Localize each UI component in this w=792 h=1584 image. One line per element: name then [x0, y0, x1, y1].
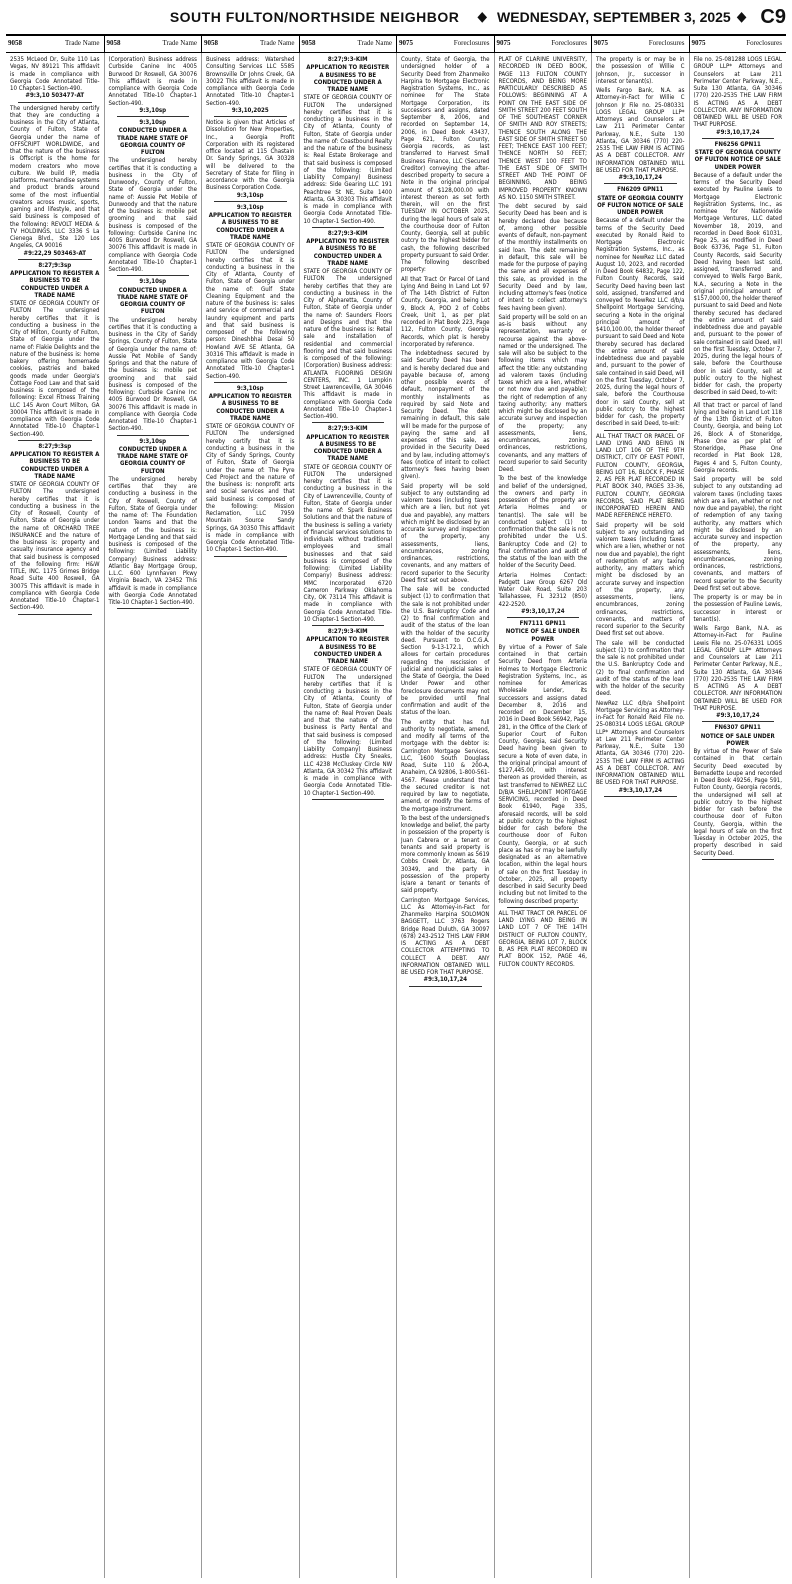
notice-body: Wells Fargo Bank, N.A. as Attorney-in-Fact for Pauline Lewis File no. 25-076331 LOGS LEGAL GROUP LLP* Attorneys and Counselors at Law 211 Perimeter Center Parkway, N.E., Suite 130 Atlanta, GA 30346 (770) 220-2535 THE LAW FIRM IS ACTING AS A DEBT COLLECTOR. ANY INFORMATION OBTAINED WILL BE USED FOR THAT PURPOSE.: [693, 625, 782, 712]
notice-divider: [312, 422, 385, 423]
notice-body: STATE OF GEORGIA COUNTY OF FULTON The undersigned hereby certify that it is conducting a business in the City of Sandy Springs, County of Fulton, State of Georgia under the name of: The Pyre Ced Project and the nature of the business is: nonprofit arts and social services and that said business is composed of the following: Mission Reclamation, LLC 7959 Mountain Source Sandy Springs, GA 30350 This affidavit is made in compliance with Georgia Code Annotated Title-10 Chapter-1 Section-490.: [206, 423, 295, 554]
legal-notice: [596, 522, 685, 638]
legal-notice: [401, 56, 490, 274]
notice-divider: [312, 625, 385, 626]
legal-notice: [694, 141, 783, 400]
notice-divider: [604, 183, 677, 184]
legal-notice: [10, 105, 100, 260]
notice-divider: [18, 440, 92, 441]
notice-heading: APPLICATION TO REGISTER A BUSINESS TO BE CONDUCTED UNDER A TRADE NAME: [10, 451, 100, 480]
notice-id: FN6209 GPN11: [617, 186, 664, 194]
notice-body: ALL THAT TRACT OR PARCEL OF LAND LYING AND BEING IN LAND LOT 7 OF THE 14TH DISTRICT OF FULTON COUNTY, GEORGIA, BEING LOT 7, BLOCK B, AS PER PLAT RECORDED IN PLAT BOOK 152, PAGE 46, FULTON COUNTY RECORDS.: [498, 909, 587, 968]
notice-id: #9:3,10,17,24: [520, 607, 565, 615]
notice-heading: APPLICATION TO REGISTER A BUSINESS TO BE CONDUCTED UNDER A TRADE NAME: [306, 238, 390, 267]
notice-body: The undersigned hereby certifies that they are conducting a business in the City of Roswell, County of Fulton, State of Georgia under the name of: The Foundation London Teams and that the nature of the business is: Mortgage Lending and that said business is composed of the following: (Limited Liability Company) Business address: Atlantic Bay Mortgage Group, L.L.C. 600 Lynnhaven Pkwy Virginia Beach, VA 23452 This affidavit is made in compliance with Georgia Code Annotated Title-10 Chapter-1 Section-490.: [108, 475, 197, 606]
legal-notice: [596, 700, 685, 797]
notice-body: PLAT OF CLARINE UNIVERSITY, RECORDED IN DEED BOOK, PAGE 113 FULTON COUNTY RECORDS, AND BEING MORE PARTICULARLY DESCRIBED AS FOLLOWS: BEGINNING AT A POINT ON THE EAST SIDE OF SMITH STREET 200 FEET SOUTH OF THE SOUTHEAST CORNER OF SMITH AND ROY STREETS; THENCE SOUTH ALONG THE EAST SIDE OF SMITH STREET 50 FEET; THENCE EAST 100 FEET; THENCE NORTH 50 FEET; THENCE WEST 100 FEET TO THE EAST SIDE OF SMITH STREET AND THE POINT OF BEGINNING, AND BEING IMPROVED PROPERTY KNOWN AS NO. 1150 SMITH STREET.: [498, 56, 587, 201]
notice-body: The entity that has full authority to negotiate, amend, and modify all terms of the mortgage with the debtor is: Carrington Mortgage Services, LLC, 1600 South Douglass Road, Suite 110 & 200-A, Anaheim, CA 92806, 1-800-561-4567. Please understand that the secured creditor is not required by law to negotiate, amend, or modify the terms of the mortgage instrument.: [401, 718, 490, 813]
notice-body: The sale will be conducted subject (1) to confirmation that the sale is not prohibited under the U.S. Bankruptcy Code and (2) to final confirmation and audit of the status of the loan with the holder of the security deed.: [596, 639, 685, 698]
notice-heading: CONDUCTED UNDER A TRADE NAME STATE OF GEORGIA COUNTY OF FULTON: [117, 286, 189, 316]
category-name: Foreclosures: [551, 39, 587, 47]
notice-body: The undersigned hereby certify that they are conducting a business in the City of Atlanta, County of Fulton, State of Georgia under the name of OFFSCRIPT WORLDWIDE, and that the nature of the business is Offscript is the home for modern creators who move culture. We build IP, media platforms, merchandise systems and product brands around some of the most influential creators across music, sports, gaming and lifestyle, and that said business is composed of the following: REVOLT MEDIA & TV HOLDINGS, LLC 3336 S La Cienega Blvd., Ste 120 Los Angeles, CA 90016: [10, 104, 100, 250]
notice-divider: [214, 556, 287, 557]
notice-id: 9:3,10sp: [139, 437, 167, 445]
legal-notice: [206, 56, 295, 117]
classified-column: [689, 53, 787, 1578]
notice-divider: [604, 796, 677, 797]
legal-notice: [401, 276, 490, 349]
notice-id: 8:27;9:3sp: [38, 442, 72, 450]
legal-notice: [206, 204, 295, 383]
notice-body: Said property will be sold subject to any outstanding ad valorem taxes (including taxes which are a lien, but not yet due and payable), any matters which might be disclosed by an accurate survey and inspection of the property, any assessments, liens, encumbrances, zoning ordinances, restrictions, covenants, and any matters of record superior to the Security Deed first set out above.: [401, 482, 490, 584]
legal-notice: [10, 443, 100, 615]
notice-heading: NOTICE OF SALE UNDER POWER: [505, 628, 580, 643]
legal-notice: [206, 385, 295, 557]
legal-notice: [401, 586, 490, 717]
legal-notice: [304, 425, 393, 626]
legal-notice: [401, 483, 490, 585]
legal-notice: [304, 56, 393, 228]
legal-notice: [10, 262, 100, 441]
category-name: Trade Name: [162, 39, 197, 47]
legal-notice: [596, 186, 685, 430]
notice-divider: [702, 721, 775, 722]
notice-divider: [604, 430, 677, 431]
legal-notice: [596, 56, 685, 85]
notice-body: ALL THAT TRACT OR PARCEL OF LAND LYING AND BEING IN LAND LOT 106 OF THE 9TH DISTRICT, CITY OF EAST POINT, FULTON COUNTY, GEORGIA, BEING LOT 16, BLOCK F, PHASE 2, AS PER PLAT RECORDED IN PLAT BOOK 340, PAGES 33-36, FULTON COUNTY, GEORGIA RECORDS, SAID PLAT BEING INCORPORATED HEREIN AND MADE REFERENCE HERETO.: [596, 432, 685, 520]
category-header-row: [6, 36, 786, 53]
classified-column: [104, 53, 202, 1578]
notice-id: 9:3,10,2025: [231, 106, 269, 114]
notice-heading: APPLICATION TO REGISTER A BUSINESS TO BE CONDUCTED UNDER A TRADE NAME: [208, 212, 292, 241]
category-name: Foreclosures: [746, 39, 782, 47]
notice-body: STATE OF GEORGIA COUNTY OF FULTON The undersigned hereby certifies that it is conducting a business in the City of Atlanta, County of Fulton, State of Georgia under the name of: Real Proven Deals and that the nature of the business is Party Rental and that said business is composed of the following: (Limited Liability Company) Business address: Hustle City Sneaks, LLC 4238 McCluskey Circle NW Atlanta, GA 30342 This affidavit is made in compliance with Georgia Code Annotated Title-10 Chapter-1 Section-490.: [303, 666, 392, 797]
notice-body: All that tract or parcel of land lying and being in Land Lot 118 of the 13th District of Fulton County, Georgia, and being Lot 26, Block A of Stoneridge, Phase One as per plat of Stoneridge, Phase One recorded in Plat Book 128, Pages 4 and 5, Fulton County, Georgia records.: [693, 401, 782, 474]
notice-body: (Corporation) Business address Curbside Canine Inc 4005 Burwood Dr Roswell, GA 30076 This affidavit is made in compliance with Georgia Code Annotated Title-10 Chapter-1 Section-490.: [108, 56, 197, 107]
category-number: 9075: [691, 39, 706, 47]
notice-id: #9:3,10 503477-AT: [25, 92, 85, 100]
legal-notice: [304, 230, 393, 424]
notice-body: County, State of Georgia, the undersigned holder of a Security Deed from Zhanmeiko Harpina to Mortgage Electronic Registration Systems, Inc., as nominee for The State Mortgage Corporation, its successors and assigns, dated September 8, 2006, and recorded on September 14, 2006, in Deed Book 43437, Page 621, Fulton County, Georgia records, as last transferred to Harvest Small Business Finance, LLC (Secured Creditor) conveying the after-described property to secure a Note in the original principal amount of $128,000.00 with interest thereon as set forth therein, will on the first TUESDAY IN OCTOBER 2025, during the legal hours of sale at the courthouse door of Fulton County, Georgia, sell at public outcry to the highest bidder for cash, the following described property pursuant to said Order. The following described property:: [401, 56, 490, 274]
notice-divider: [214, 116, 287, 117]
legal-notice: [499, 314, 588, 474]
notice-id: 9:3,10sp: [236, 203, 264, 211]
notice-divider: [409, 986, 482, 987]
legal-notice: [401, 897, 490, 987]
legal-notice: [694, 724, 783, 860]
notice-id: #9:22,29 503463-AT: [23, 249, 87, 257]
legal-notice: [401, 350, 490, 481]
notice-body: The sale will be conducted subject (1) to confirmation that the sale is not prohibited under the U.S. Bankruptcy Code and (2) to final confirmation and audit of the status of the loan with the holder of the security deed. Pursuant to O.C.G.A. Section 9-13-172.1, which allows for certain procedures regarding the rescission of judicial and nonjudicial sales in the State of Georgia, the Deed Under Power and other foreclosure documents may not be provided until final confirmation and audit of the status of the loan.: [401, 586, 490, 717]
legal-notice: [10, 56, 100, 103]
notice-divider: [18, 614, 92, 615]
legal-notice: [694, 476, 783, 592]
legal-notice: [694, 402, 783, 475]
notice-id: 8:27;9:3-KIM: [327, 628, 368, 635]
page-number: C9: [760, 5, 786, 28]
notice-id: 9:3,10sp: [236, 191, 264, 199]
legal-notice: [109, 438, 198, 610]
notice-divider: [117, 435, 190, 436]
notice-divider: [312, 799, 385, 800]
classified-column: [201, 53, 299, 1578]
notice-body: The undersigned hereby certifies that it is conducting a business in the City of Sandy Springs, County of Fulton, State of Georgia under the name of: Aussie Pet Mobile of Sandy Springs and that the nature of the business is: mobile pet grooming and that said business is composed of the following: Curbside Canine Inc 4005 Burwood Dr Roswell, GA 30076 This affidavit is made in compliance with Georgia Code Annotated Title-10 Chapter-1 Section-490.: [108, 316, 197, 433]
notice-id: 9:3,10sp: [236, 384, 264, 392]
notice-heading: APPLICATION TO REGISTER A BUSINESS TO BE CONDUCTED UNDER A TRADE NAME: [10, 270, 100, 299]
notice-heading: STATE OF GEORGIA COUNTY OF FULTON NOTICE OF SALE UNDER POWER: [597, 194, 684, 216]
category-number: 9058: [8, 39, 22, 47]
notice-body: 2535 McLeod Dr, Suite 110 Las Vegas, NV 89121 This affidavit is made in compliance with Georgia Code Annotated Title-10 Chapter-1 Section-490.: [10, 56, 100, 92]
notice-id: #9:3,10,17,24: [618, 786, 663, 794]
notice-body: Said property will be sold subject to any outstanding ad valorem taxes (including taxes which are a lien, whether or not now due and payable), the right of redemption of any taxing authority, any matters which might be disclosed by an accurate survey and inspection of the property, any assessments, liens, encumbrances, zoning ordinances, restrictions, covenants, and matters of record superior to the Security Deed first set out above.: [693, 476, 782, 592]
notice-divider: [18, 102, 92, 103]
notice-id: 8:27;9:3-KIM: [327, 425, 368, 433]
notice-body: The undersigned hereby certifies that it is conducting a business in the City of Dunwoody, County of Fulton, State of Georgia under the name of: Aussie Pet Mobile of Dunwoody and that the nature of the business is: mobile pet grooming and that said business is composed of the following: Curbside Canine Inc 4005 Burwood Dr Roswell, GA 30076 This affidavit is made in compliance with Georgia Code Annotated Title-10 Chapter-1 Section-490.: [108, 157, 197, 273]
masthead: [6, 0, 786, 36]
category-name: Trade Name: [64, 39, 100, 47]
notice-heading: STATE OF GEORGIA COUNTY OF FULTON NOTICE OF SALE UNDER POWER: [694, 149, 781, 171]
notice-id: #9:3,10,17,24: [618, 174, 663, 181]
notice-body: STATE OF GEORGIA COUNTY OF FULTON The undersigned hereby certifies that they are conducting a business in the City of Alpharetta, County of Fulton, State of Georgia under the name of: Saunders Floors and Designs and that the nature of the business is: Retail sale and installation of residential and commercial flooring and that said business is composed of the following: (Corporation) Business address: ATLANTA FLOORING DESIGN CENTERS, INC. 1 Lumpkin Street Lawrenceville, GA 30046 This affidavit is made in compliance with Georgia Code Annotated Title-10 Chapter-1 Section-490.: [303, 268, 392, 420]
legal-notice: [499, 572, 588, 619]
notice-body: STATE OF GEORGIA COUNTY OF FULTON The undersigned hereby certifies that it is conducting a business in the City of Roswell, County of Fulton, State of Georgia under the name of: ORCHARD TREE INSURANCE and the nature of the business is: property and casualty insurance agency and that said business is composed of the following firm: H&W TITLE, INC. 1175 Grimes Bridge Road Suite 400 Roswell, GA 30075 This affidavit is made in compliance with Georgia Code Annotated Title-10 Chapter-1 Section-490.: [10, 481, 100, 612]
classifieds-columns: [6, 53, 786, 1578]
notice-body: All that Tract Or Parcel Of Land Lying And Being In Land Lot 97 of The 14th District of Fulton County, Georgia, and being Lot 9, Block A, POD 2 of Cobbs Creek, Unit 1, as per plat recorded in Plat Book 223, Page 112, Fulton County, Georgia Records, which plat is hereby incorporated by reference.: [401, 275, 490, 348]
notice-id: FN7111 GPN11: [519, 620, 566, 627]
notice-id: #9:3,10,17,24: [715, 128, 760, 136]
notice-id: #9:3,10,17,24: [715, 712, 760, 719]
notice-body: File no. 25-081288 LOGS LEGAL GROUP LLP* Attorneys and Counselors at Law 211 Perimeter Center Parkway, N.E., Suite 130 Atlanta, GA 30346 (770) 220-2535 THE LAW FIRM IS ACTING AS A DEBT COLLECTOR. ANY INFORMATION OBTAINED WILL BE USED FOR THAT PURPOSE.: [693, 56, 782, 129]
legal-notice: [499, 56, 588, 201]
classified-column: [591, 53, 689, 1578]
legal-notice: [694, 56, 783, 139]
notice-body: By virtue of a Power of Sale contained in that certain Security Deed from Arteria Holmes to Mortgage Electronic Registration Systems, Inc., as nominee for Americas Wholesale Lender, its successors and assigns dated December 8, 2016 and recorded on December 15, 2016 in Deed Book 56942, Page 281, in the Office of the Clerk of Superior Court of Fulton County, Georgia, said Security Deed having been given to secure a Note of even date, in the original principal amount of $127,445.00, with interest thereon as provided therein, as last transferred to NEWREZ LLC D/B/A SHELLPOINT MORTGAGE SERVICING, recorded in Deed Book 61940, Page 335, aforesaid records, will be sold at public outcry to the highest bidder for cash before the courthouse door of Fulton County, Georgia, or at such place as has or may be lawfully designated as an alternative location, within the legal hours of sale on the first Tuesday in October, 2025, all property described in said Security Deed including but not limited to the following described property:: [498, 643, 587, 905]
notice-divider: [702, 138, 775, 139]
bullet-icon: ◆: [477, 9, 488, 25]
notice-heading: APPLICATION TO REGISTER A BUSINESS TO BE CONDUCTED UNDER A TRADE NAME: [306, 636, 390, 665]
issue-date: WEDNESDAY, SEPTEMBER 3, 2025: [497, 9, 731, 25]
category-number: 9075: [496, 39, 511, 47]
legal-notice: [499, 203, 588, 312]
category-header: [591, 36, 689, 52]
classified-column: [494, 53, 592, 1578]
notice-body: STATE OF GEORGIA COUNTY OF FULTON The undersigned hereby certifies that it is conducting a business in the City of Lawrenceville, County of Fulton, State of Georgia under the name of: Spark Business Solutions and that the nature of the business is selling a variety of financial services solutions to individuals without traditional employees and small businesses and that said business is composed of the following: (Limited Liability Company) Business address: MMC Incorporated 6720 Cameron Parkway Oklahoma City, OK 73114 This affidavit is made in compliance with Georgia Code Annotated Title-10 Chapter-1 Section-490.: [303, 463, 392, 623]
category-name: Trade Name: [357, 39, 392, 47]
notice-divider: [214, 382, 287, 383]
category-number: 9058: [204, 39, 218, 47]
category-name: Trade Name: [259, 39, 295, 47]
classified-column: [299, 53, 397, 1578]
notice-body: To the best of the undersigned's knowledge and belief, the party in possession of the property is Juan Cabrera or a tenant or tenants and said property is more commonly known as 5619 Cobbs Creek Dr, Atlanta, GA 30349, and the party in possession of the property is/are a tenant or tenants of said property.: [401, 814, 490, 895]
notice-id: FN6307 GPN11: [714, 724, 761, 732]
notice-id: 8:27;9:3sp: [38, 261, 72, 269]
category-header: [689, 36, 787, 52]
category-number: 9058: [301, 39, 316, 47]
notice-divider: [702, 859, 775, 860]
notice-divider: [507, 617, 580, 618]
notice-id: 9:3,10sp: [139, 119, 167, 126]
notice-id: #9:3,10,17,24: [423, 976, 468, 984]
notice-body: The debt secured by said Security Deed has been and is hereby declared due because of, among other possible events of default, non-payment of the monthly installments on said loan. The debt remaining in default, this sale will be made for the purpose of paying the same and all expenses of this sale, as provided in the Security Deed and by law, including attorney's fees (notice of intent to collect attorney's fees having been given).: [498, 203, 587, 312]
notice-body: Notice is given that Articles of Dissolution for New Properties, Inc., a Georgia Profit Corporation with its registered office located at 115 Chastain Dr. Sandy Springs, GA 30328 will be delivered to the Secretary of State for filing in accordance with the Georgia Business Corporation Code.: [206, 119, 295, 192]
notice-divider: [312, 227, 385, 228]
notice-body: STATE OF GEORGIA COUNTY OF FULTON The undersigned hereby certifies that it is conducting a business in the City of Milton, County of Fulton, State of Georgia under the name of: Flakie Delights and the nature of the business is: home bakery offering homemade cookies, pastries and baked goods made under Georgia's Cottage Food Law and that said business is composed of the following: Excel Fitness Training LLC 145 Avon Court Milton, GA 30004 This affidavit is made in compliance with Georgia Code Annotated Title-10 Chapter-1 Section-490.: [10, 300, 100, 438]
category-name: Foreclosures: [648, 39, 685, 47]
legal-notice: [596, 640, 685, 698]
notice-body: Because of a default under the terms of the Security Deed executed by Pauline Lewis to Mortgage Electronic Registration Systems, Inc., as nominee for Nationwide Mortgage Ventures, LLC dated November 18, 2019, and recorded in Deed Book 61031, Page 25, as modified in Deed Book 63736, Page 51, Fulton County Records, said Security Deed having been last sold, assigned, transferred and conveyed to Wells Fargo Bank, N.A., securing a Note in the original principal amount of $157,000.00, the holder thereof pursuant to said Deed and Note thereby secured has declared the entire amount of said indebtedness due and payable and, pursuant to the power of sale contained in said Deed, will on the first Tuesday, October 7, 2025, during the legal hours of sale, before the Courthouse door in said County, sell at public outcry to the highest bidder for cash, the property described in said Deed, to-wit:: [693, 171, 782, 397]
notice-body: Arteria Holmes Contact: Padgett Law Group 6267 Old Water Oak Road, Suite 203 Tallahassee, FL 32312 (850) 422-2520.: [498, 571, 587, 608]
notice-body: Because of a default under the terms of the Security Deed executed by Ronald Reid to Mortgage Electronic Registration Systems, Inc., as nominee for NewRez LLC dated August 10, 2023, and recorded in Deed Book 64832, Page 122, Fulton County Records, said Security Deed having been last sold, assigned, transferred and conveyed to NewRez LLC d/b/a Shellpoint Mortgage Servicing, securing a Note in the original principal amount of $410,100.00, the holder thereof pursuant to said Deed and Note thereby secured has declared the entire amount of said indebtedness due and payable and, pursuant to the power of sale contained in said Deed, will on the first Tuesday, October 7, 2025, during the legal hours of sale, before the Courthouse door in said County, sell at public outcry to the highest bidder for cash, the property described in said Deed, to-wit:: [596, 217, 685, 428]
classified-column: [396, 53, 494, 1578]
notice-body: Carrington Mortgage Services, LLC As Attorney-in-Fact for Zhanmeiko Harpina SOLOMON BAGGETT, LLC 3763 Rogers Bridge Road Duluth, GA 30097 (678) 243-2512 THIS LAW FIRM IS ACTING AS A DEBT COLLECTOR ATTEMPTING TO COLLECT A DEBT. ANY INFORMATION OBTAINED WILL BE USED FOR THAT PURPOSE.: [401, 896, 490, 976]
legal-notice: [499, 620, 588, 908]
section-title: SOUTH FULTON/NORTHSIDE NEIGHBOR: [169, 9, 460, 25]
legal-notice: [109, 278, 198, 435]
notice-body: Said property will be sold subject to any outstanding ad valorem taxes (including taxes which are a lien, whether or not now due and payable), the right of redemption of any taxing authority, any matters which might be disclosed by an accurate survey and inspection of the property, any assessments, liens, encumbrances, zoning ordinances, restrictions, covenants, and matters of record superior to the Security Deed first set out above.: [596, 521, 685, 638]
notice-heading: APPLICATION TO REGISTER A BUSINESS TO BE CONDUCTED UNDER A TRADE NAME: [306, 433, 390, 463]
notice-body: The property is or may be in the possession of Pauline Lewis, successor in interest or tenant(s).: [693, 594, 782, 623]
notice-heading: CONDUCTED UNDER A TRADE NAME STATE OF GEORGIA COUNTY OF FULTON: [117, 127, 189, 156]
notice-body: The property is or may be in the possession of Willie C Johnson, Jr., successor in interest or tenant(s).: [596, 56, 685, 85]
category-number: 9075: [594, 39, 608, 47]
category-header: [201, 36, 299, 52]
notice-body: NewRez LLC d/b/a Shellpoint Mortgage Servicing as Attorney-in-Fact for Ronald Reid File no. 25-080314 LOGS LEGAL GROUP LLP* Attorneys and Counselors at Law 211 Perimeter Center Parkway, N.E., Suite 130 Atlanta, GA 30346 (770) 220-2535 THE LAW FIRM IS ACTING AS A DEBT COLLECTOR. ANY INFORMATION OBTAINED WILL BE USED FOR THAT PURPOSE.: [596, 699, 685, 787]
notice-heading: NOTICE OF SALE UNDER POWER: [700, 732, 775, 747]
category-name: Foreclosures: [453, 39, 490, 47]
notice-heading: APPLICATION TO REGISTER A BUSINESS TO BE CONDUCTED UNDER A TRADE NAME: [306, 64, 390, 93]
notice-body: To the best of the knowledge and belief of the undersigned, the owners and party in possession of the property are Arteria Holmes and or tenant(s). The sale will be conducted subject (1) to confirmation that the sale is not prohibited under the U.S. Bankruptcy Code and (2) to final confirmation and audit of the status of the loan with the holder of the Security Deed.: [498, 475, 587, 570]
legal-notice: [401, 815, 490, 895]
category-header: [104, 36, 202, 52]
category-number: 9075: [399, 39, 413, 47]
legal-notice: [596, 87, 685, 184]
legal-notice: [304, 628, 393, 800]
notice-body: Said property will be sold on an as-is basis without any representation, warranty or recourse against the above-named or the undersigned. The sale will also be subject to the following items which may affect the title: any outstanding ad valorem taxes (including taxes which are a lien, whether or not now due and payable); the right of redemption of any taxing authority; any matters which might be disclosed by an accurate survey and inspection of the property; any assessments, liens, encumbrances, zoning ordinances, restrictions, covenants, and any matters of record superior to said Security Deed.: [498, 313, 587, 473]
legal-notice: [109, 119, 198, 276]
notice-divider: [117, 116, 190, 117]
notice-divider: [507, 907, 580, 908]
notice-body: By virtue of the Power of Sale contained in that certain Security Deed executed by Bernadette Loupe and recorded in Deed Book 49256, Page 591, Fulton County, Georgia records, the undersigned will sell at public outcry to the highest bidder for cash before the courthouse door of Fulton County, Georgia, within the legal hours of sale on the first Tuesday in October 2025, the property described in said Security Deed.: [693, 748, 782, 857]
notice-id: 8:27;9:3-KIM: [327, 56, 368, 63]
legal-notice: [694, 594, 783, 623]
notice-heading: CONDUCTED UNDER A TRADE NAME STATE OF GEORGIA COUNTY OF FULTON: [117, 445, 189, 475]
legal-notice: [694, 625, 783, 722]
notice-id: 8:27;9:3-KIM: [327, 229, 368, 237]
legal-notice: [109, 56, 198, 117]
notice-divider: [117, 608, 190, 609]
notice-id: FN6256 GPN11: [714, 140, 761, 148]
notice-body: STATE OF GEORGIA COUNTY OF FULTON The undersigned hereby certifies that it is conducting a business in the City of Atlanta, County of Fulton, State of Georgia under the name of: Gulf State Cleaning Equipment and the nature of the business is: sales and service of commercial and laundry equipment and parts and that said business is composed of the following person: Dineshbhai Desai 50 Howland AVE SE Atlanta, GA 30316 This affidavit is made in compliance with Georgia Code Annotated Title-10 Chapter-1 Section-490.: [206, 242, 295, 380]
category-header: [494, 36, 592, 52]
notice-body: Wells Fargo Bank, N.A. as Attorney-in-Fact for Willie C Johnson Jr File no. 25-080331 LOGS LEGAL GROUP LLP* Attorneys and Counselors at Law 211 Perimeter Center Parkway, N.E., Suite 130 Atlanta, GA 30346 (770) 220-2535 THE LAW FIRM IS ACTING AS A DEBT COLLECTOR. ANY INFORMATION OBTAINED WILL BE USED FOR THAT PURPOSE.: [596, 87, 685, 174]
legal-notice: [499, 475, 588, 569]
classified-column: [6, 53, 104, 1578]
legal-notice: [596, 433, 685, 520]
notice-body: STATE OF GEORGIA COUNTY OF FULTON The undersigned hereby certifies that it is conducting a business in the City of Atlanta, County of Fulton, State of Georgia under the name of: Coastbound Realty and the nature of the business is: Real Estate Brokerage and that said business is composed of the following: (Limited Liability Company) Business address: Side Gearing LLC 191 Peachtree St NE, Suite 1400 Atlanta, GA 30303 This affidavit is made in compliance with Georgia Code Annotated Title-10 Chapter-1 Section-490.: [303, 94, 392, 225]
legal-notice: [401, 719, 490, 813]
notice-body: The indebtedness secured by said Security Deed has been and is hereby declared due and payable because of, among other possible events of default, nonpayment of the monthly installments as required by said Note and Security Deed. The debt remaining in default, this sale will be made for the purpose of paying the same and all expenses of this sale, as provided in the Security Deed and by law, including attorney's fees (notice of intent to collect attorney's fees having been given).: [401, 350, 490, 481]
category-header: [6, 36, 104, 52]
notice-body: Business address: Watershed Consulting Services LLC 5585 Brownsville Dr Johns Creek, GA 30022 This affidavit is made in compliance with Georgia Code Annotated Title-10 Chapter-1 Section-490.: [206, 56, 295, 107]
notice-divider: [702, 399, 775, 400]
notice-divider: [18, 259, 92, 260]
notice-divider: [117, 275, 190, 276]
notice-id: 9:3,10sp: [139, 278, 167, 286]
notice-divider: [214, 201, 287, 202]
legal-notice: [499, 910, 588, 968]
category-number: 9058: [106, 39, 121, 47]
bullet-icon: ◆: [736, 9, 747, 25]
notice-heading: APPLICATION TO REGISTER A BUSINESS TO BE CONDUCTED UNDER A TRADE NAME: [208, 393, 292, 422]
notice-id: 9:3,10sp: [139, 106, 167, 114]
legal-notice: [206, 119, 295, 202]
category-header: [396, 36, 494, 52]
category-header: [299, 36, 397, 52]
